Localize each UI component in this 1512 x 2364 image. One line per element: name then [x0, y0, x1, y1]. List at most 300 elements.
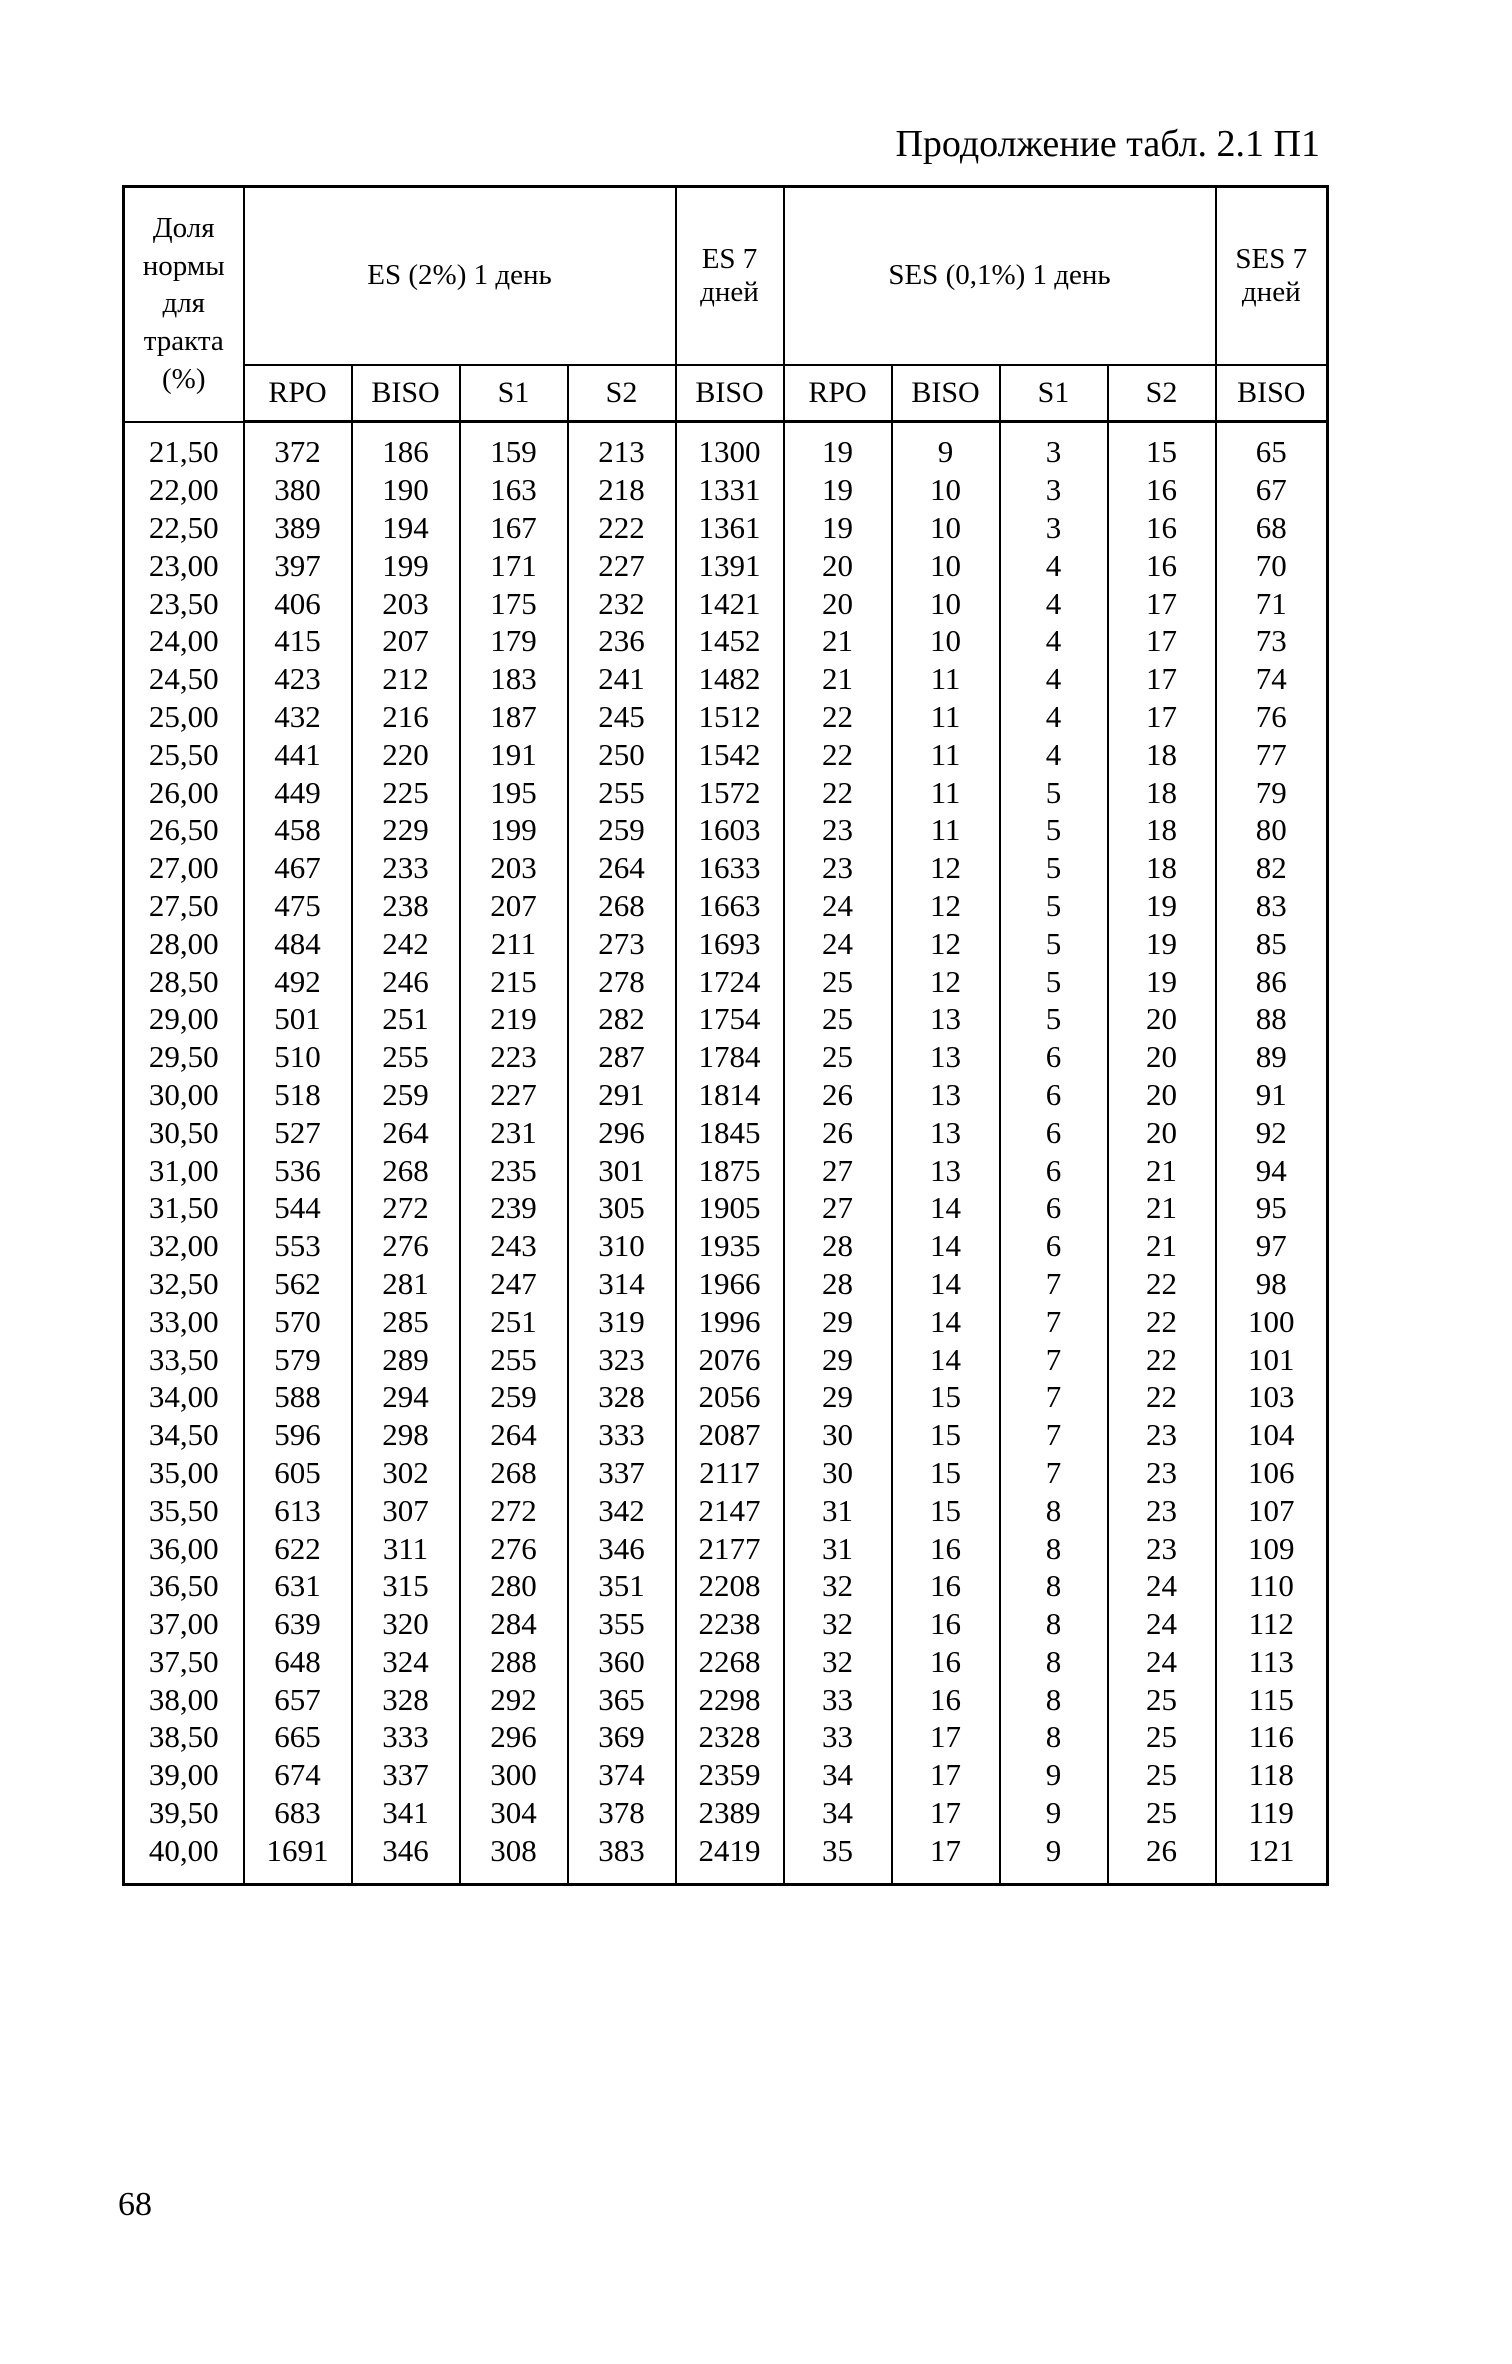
- table-cell: 255: [460, 1340, 568, 1378]
- table-cell: 2238: [676, 1605, 784, 1643]
- table-cell: 1452: [676, 622, 784, 660]
- table-cell: 264: [352, 1113, 460, 1151]
- table-cell: 4: [1000, 698, 1108, 736]
- row-share-cell: 28,00: [124, 924, 244, 962]
- table-cell: 22: [1108, 1340, 1216, 1378]
- row-share-cell: 36,50: [124, 1567, 244, 1605]
- table-cell: 2056: [676, 1378, 784, 1416]
- table-row: [124, 1718, 1328, 1756]
- table-cell: 1845: [676, 1113, 784, 1151]
- row-share-cell: 39,00: [124, 1756, 244, 1794]
- table-row: [124, 773, 1328, 811]
- table-cell: 23: [1108, 1529, 1216, 1567]
- table-cell: 32: [784, 1567, 892, 1605]
- table-cell: 109: [1216, 1529, 1328, 1567]
- table-cell: 76: [1216, 698, 1328, 736]
- table-cell: 639: [244, 1605, 352, 1643]
- table-cell: 16: [1108, 546, 1216, 584]
- table-cell: 229: [352, 811, 460, 849]
- table-cell: 22: [784, 698, 892, 736]
- table-cell: 415: [244, 622, 352, 660]
- table-cell: 6: [1000, 1227, 1108, 1265]
- row-share-cell: 26,00: [124, 773, 244, 811]
- table-cell: 118: [1216, 1756, 1328, 1794]
- table-cell: 20: [1108, 1000, 1216, 1038]
- table-cell: 1814: [676, 1076, 784, 1114]
- table-cell: 6: [1000, 1189, 1108, 1227]
- row-share-cell: 24,50: [124, 660, 244, 698]
- table-cell: 23: [1108, 1454, 1216, 1492]
- table-cell: 82: [1216, 849, 1328, 887]
- header-ses-7-days: SES 7 дней: [1216, 187, 1328, 366]
- table-cell: 304: [460, 1794, 568, 1832]
- table-cell: 98: [1216, 1265, 1328, 1303]
- table-cell: 12: [892, 887, 1000, 925]
- table-cell: 89: [1216, 1038, 1328, 1076]
- table-cell: 10: [892, 622, 1000, 660]
- row-share-cell: 28,50: [124, 962, 244, 1000]
- table-cell: 255: [352, 1038, 460, 1076]
- row-share-cell: 27,00: [124, 849, 244, 887]
- table-cell: 622: [244, 1529, 352, 1567]
- subheader-cell: RPO: [784, 365, 892, 422]
- header-es-7-days: ES 7 дней: [676, 187, 784, 366]
- table-cell: 328: [352, 1680, 460, 1718]
- table-row: [124, 1794, 1328, 1832]
- table-row: [124, 584, 1328, 622]
- table-cell: 236: [568, 622, 676, 660]
- table-cell: 9: [1000, 1831, 1108, 1884]
- table-cell: 227: [568, 546, 676, 584]
- table-cell: 288: [460, 1643, 568, 1681]
- table-row: [124, 1567, 1328, 1605]
- table-cell: 4: [1000, 546, 1108, 584]
- table-cell: 280: [460, 1567, 568, 1605]
- row-share-cell: 29,50: [124, 1038, 244, 1076]
- table-cell: 5: [1000, 1000, 1108, 1038]
- table-cell: 449: [244, 773, 352, 811]
- row-share-cell: 32,00: [124, 1227, 244, 1265]
- table-cell: 71: [1216, 584, 1328, 622]
- table-cell: 307: [352, 1491, 460, 1529]
- table-cell: 7: [1000, 1378, 1108, 1416]
- table-cell: 232: [568, 584, 676, 622]
- subheader-cell: BISO: [676, 365, 784, 422]
- table-row: [124, 1113, 1328, 1151]
- table-cell: 1663: [676, 887, 784, 925]
- table-cell: 273: [568, 924, 676, 962]
- table-row: [124, 698, 1328, 736]
- table-cell: 22: [784, 773, 892, 811]
- table-cell: 94: [1216, 1151, 1328, 1189]
- table-cell: 1724: [676, 962, 784, 1000]
- table-cell: 34: [784, 1794, 892, 1832]
- table-cell: 25: [784, 1038, 892, 1076]
- row-share-cell: 25,50: [124, 735, 244, 773]
- table-cell: 103: [1216, 1378, 1328, 1416]
- table-cell: 163: [460, 471, 568, 509]
- table-cell: 13: [892, 1076, 1000, 1114]
- table-cell: 378: [568, 1794, 676, 1832]
- table-cell: 179: [460, 622, 568, 660]
- table-cell: 9: [892, 422, 1000, 471]
- table-cell: 29: [784, 1302, 892, 1340]
- table-cell: 613: [244, 1491, 352, 1529]
- table-cell: 7: [1000, 1416, 1108, 1454]
- table-cell: 20: [1108, 1076, 1216, 1114]
- table-cell: 113: [1216, 1643, 1328, 1681]
- table-cell: 1691: [244, 1831, 352, 1884]
- table-cell: 18: [1108, 811, 1216, 849]
- row-share-cell: 29,00: [124, 1000, 244, 1038]
- table-cell: 186: [352, 422, 460, 471]
- table-cell: 264: [568, 849, 676, 887]
- table-cell: 2076: [676, 1340, 784, 1378]
- table-cell: 23: [784, 811, 892, 849]
- table-cell: 191: [460, 735, 568, 773]
- table-cell: 243: [460, 1227, 568, 1265]
- table-cell: 324: [352, 1643, 460, 1681]
- table-cell: 346: [352, 1831, 460, 1884]
- table-cell: 190: [352, 471, 460, 509]
- table-cell: 23: [784, 849, 892, 887]
- table-cell: 251: [352, 1000, 460, 1038]
- table-cell: 1482: [676, 660, 784, 698]
- table-row: [124, 1265, 1328, 1303]
- table-cell: 12: [892, 962, 1000, 1000]
- table-cell: 6: [1000, 1113, 1108, 1151]
- table-cell: 674: [244, 1756, 352, 1794]
- table-cell: 328: [568, 1378, 676, 1416]
- table-cell: 29: [784, 1340, 892, 1378]
- table-cell: 323: [568, 1340, 676, 1378]
- table-cell: 28: [784, 1227, 892, 1265]
- table-cell: 7: [1000, 1454, 1108, 1492]
- table-row: [124, 1680, 1328, 1718]
- table-cell: 215: [460, 962, 568, 1000]
- header-share-of-norm: Доля нормы для тракта (%): [124, 187, 244, 422]
- table-cell: 239: [460, 1189, 568, 1227]
- table-cell: 432: [244, 698, 352, 736]
- table-cell: 211: [460, 924, 568, 962]
- table-cell: 22: [1108, 1265, 1216, 1303]
- table-cell: 19: [1108, 924, 1216, 962]
- table-cell: 10: [892, 584, 1000, 622]
- row-share-cell: 35,50: [124, 1491, 244, 1529]
- table-row: [124, 546, 1328, 584]
- table-cell: 25: [784, 962, 892, 1000]
- header-ses-1-day: SES (0,1%) 1 день: [784, 187, 1216, 366]
- table-cell: 12: [892, 924, 1000, 962]
- table-cell: 14: [892, 1302, 1000, 1340]
- table-cell: 19: [1108, 962, 1216, 1000]
- table-cell: 7: [1000, 1340, 1108, 1378]
- table-cell: 510: [244, 1038, 352, 1076]
- table-cell: 1361: [676, 509, 784, 547]
- table-cell: 16: [1108, 509, 1216, 547]
- table-cell: 15: [892, 1454, 1000, 1492]
- subheader-cell: S1: [460, 365, 568, 422]
- table-cell: 536: [244, 1151, 352, 1189]
- table-cell: 3: [1000, 422, 1108, 471]
- table-cell: 26: [1108, 1831, 1216, 1884]
- table-cell: 8: [1000, 1680, 1108, 1718]
- table-cell: 22: [1108, 1378, 1216, 1416]
- table-row: [124, 735, 1328, 773]
- table-cell: 311: [352, 1529, 460, 1567]
- table-cell: 13: [892, 1113, 1000, 1151]
- table-cell: 4: [1000, 584, 1108, 622]
- table-cell: 10: [892, 509, 1000, 547]
- table-cell: 5: [1000, 811, 1108, 849]
- table-cell: 7: [1000, 1265, 1108, 1303]
- table-cell: 26: [784, 1076, 892, 1114]
- table-cell: 1512: [676, 698, 784, 736]
- table-cell: 21: [784, 622, 892, 660]
- table-cell: 1905: [676, 1189, 784, 1227]
- table-cell: 657: [244, 1680, 352, 1718]
- table-cell: 30: [784, 1454, 892, 1492]
- table-cell: 2359: [676, 1756, 784, 1794]
- table-row: [124, 1454, 1328, 1492]
- table-cell: 1331: [676, 471, 784, 509]
- table-cell: 11: [892, 811, 1000, 849]
- table-cell: 6: [1000, 1151, 1108, 1189]
- table-cell: 397: [244, 546, 352, 584]
- table-cell: 423: [244, 660, 352, 698]
- row-share-cell: 40,00: [124, 1831, 244, 1884]
- table-cell: 1966: [676, 1265, 784, 1303]
- table-cell: 2208: [676, 1567, 784, 1605]
- table-cell: 1391: [676, 546, 784, 584]
- subheader-cell: S2: [568, 365, 676, 422]
- table-cell: 68: [1216, 509, 1328, 547]
- table-cell: 276: [460, 1529, 568, 1567]
- table-cell: 2117: [676, 1454, 784, 1492]
- table-cell: 296: [568, 1113, 676, 1151]
- table-cell: 159: [460, 422, 568, 471]
- table-cell: 272: [352, 1189, 460, 1227]
- table-cell: 374: [568, 1756, 676, 1794]
- table-cell: 300: [460, 1756, 568, 1794]
- table-cell: 282: [568, 1000, 676, 1038]
- row-share-cell: 22,50: [124, 509, 244, 547]
- table-cell: 31: [784, 1529, 892, 1567]
- table-cell: 281: [352, 1265, 460, 1303]
- table-row: [124, 1227, 1328, 1265]
- table-row: [124, 471, 1328, 509]
- table-cell: 272: [460, 1491, 568, 1529]
- table-cell: 1542: [676, 735, 784, 773]
- table-row: [124, 1189, 1328, 1227]
- table-cell: 383: [568, 1831, 676, 1884]
- row-share-cell: 22,00: [124, 471, 244, 509]
- table-cell: 95: [1216, 1189, 1328, 1227]
- table-cell: 30: [784, 1416, 892, 1454]
- table-cell: 194: [352, 509, 460, 547]
- table-cell: 1754: [676, 1000, 784, 1038]
- table-cell: 22: [1108, 1302, 1216, 1340]
- table-cell: 25: [784, 1000, 892, 1038]
- table-cell: 310: [568, 1227, 676, 1265]
- table-cell: 8: [1000, 1643, 1108, 1681]
- header-row-subcolumns: [124, 365, 1328, 422]
- table-cell: 8: [1000, 1605, 1108, 1643]
- table-cell: 19: [1108, 887, 1216, 925]
- table-cell: 14: [892, 1189, 1000, 1227]
- table-cell: 406: [244, 584, 352, 622]
- table-cell: 195: [460, 773, 568, 811]
- table-cell: 31: [784, 1491, 892, 1529]
- table-cell: 518: [244, 1076, 352, 1114]
- table-cell: 467: [244, 849, 352, 887]
- table-cell: 8: [1000, 1567, 1108, 1605]
- table-cell: 20: [1108, 1113, 1216, 1151]
- table-cell: 351: [568, 1567, 676, 1605]
- table-cell: 8: [1000, 1718, 1108, 1756]
- table-cell: 475: [244, 887, 352, 925]
- table-cell: 365: [568, 1680, 676, 1718]
- table-cell: 18: [1108, 773, 1216, 811]
- table-cell: 80: [1216, 811, 1328, 849]
- table-cell: 570: [244, 1302, 352, 1340]
- table-cell: 216: [352, 698, 460, 736]
- table-cell: 16: [892, 1605, 1000, 1643]
- table-cell: 112: [1216, 1605, 1328, 1643]
- subheader-cell: BISO: [892, 365, 1000, 422]
- table-row: [124, 1643, 1328, 1681]
- table-cell: 28: [784, 1265, 892, 1303]
- table-cell: 17: [1108, 584, 1216, 622]
- table-cell: 11: [892, 660, 1000, 698]
- table-cell: 372: [244, 422, 352, 471]
- table-cell: 1875: [676, 1151, 784, 1189]
- table-cell: 67: [1216, 471, 1328, 509]
- subheader-cell: BISO: [1216, 365, 1328, 422]
- table-cell: 648: [244, 1643, 352, 1681]
- table-cell: 1421: [676, 584, 784, 622]
- subheader-cell: BISO: [352, 365, 460, 422]
- row-share-cell: 33,00: [124, 1302, 244, 1340]
- row-share-cell: 21,50: [124, 422, 244, 471]
- table-cell: 20: [1108, 1038, 1216, 1076]
- table-cell: 225: [352, 773, 460, 811]
- table-cell: 268: [568, 887, 676, 925]
- table-cell: 631: [244, 1567, 352, 1605]
- table-cell: 33: [784, 1718, 892, 1756]
- table-cell: 33: [784, 1680, 892, 1718]
- row-share-cell: 27,50: [124, 887, 244, 925]
- table-cell: 17: [1108, 698, 1216, 736]
- table-cell: 308: [460, 1831, 568, 1884]
- table-cell: 7: [1000, 1302, 1108, 1340]
- table-cell: 219: [460, 1000, 568, 1038]
- table-cell: 1633: [676, 849, 784, 887]
- table-cell: 24: [1108, 1643, 1216, 1681]
- table-cell: 27: [784, 1151, 892, 1189]
- table-cell: 18: [1108, 849, 1216, 887]
- table-row: [124, 1831, 1328, 1884]
- table-cell: 227: [460, 1076, 568, 1114]
- table-cell: 2328: [676, 1718, 784, 1756]
- table-cell: 17: [892, 1831, 1000, 1884]
- table-cell: 10: [892, 546, 1000, 584]
- table-cell: 380: [244, 471, 352, 509]
- table-body: [124, 422, 1328, 1885]
- table-cell: 21: [784, 660, 892, 698]
- table-cell: 16: [1108, 471, 1216, 509]
- table-cell: 11: [892, 698, 1000, 736]
- table-cell: 25: [1108, 1756, 1216, 1794]
- table-cell: 314: [568, 1265, 676, 1303]
- table-cell: 119: [1216, 1794, 1328, 1832]
- table-cell: 278: [568, 962, 676, 1000]
- table-cell: 14: [892, 1227, 1000, 1265]
- table-cell: 77: [1216, 735, 1328, 773]
- table-cell: 13: [892, 1151, 1000, 1189]
- table-row: [124, 1302, 1328, 1340]
- table-row: [124, 924, 1328, 962]
- table-cell: 241: [568, 660, 676, 698]
- table-cell: 199: [460, 811, 568, 849]
- row-share-cell: 31,50: [124, 1189, 244, 1227]
- table-cell: 175: [460, 584, 568, 622]
- table-cell: 32: [784, 1643, 892, 1681]
- table-cell: 25: [1108, 1680, 1216, 1718]
- table-cell: 492: [244, 962, 352, 1000]
- subheader-cell: RPO: [244, 365, 352, 422]
- table-cell: 24: [784, 924, 892, 962]
- table-cell: 294: [352, 1378, 460, 1416]
- table-cell: 10: [892, 471, 1000, 509]
- table-cell: 86: [1216, 962, 1328, 1000]
- table-row: [124, 1340, 1328, 1378]
- row-share-cell: 38,50: [124, 1718, 244, 1756]
- table-cell: 29: [784, 1378, 892, 1416]
- table-cell: 16: [892, 1643, 1000, 1681]
- table-cell: 5: [1000, 773, 1108, 811]
- table-cell: 683: [244, 1794, 352, 1832]
- table-cell: 4: [1000, 735, 1108, 773]
- row-share-cell: 34,50: [124, 1416, 244, 1454]
- table-cell: 238: [352, 887, 460, 925]
- table-cell: 1603: [676, 811, 784, 849]
- table-cell: 579: [244, 1340, 352, 1378]
- table-cell: 65: [1216, 422, 1328, 471]
- subheader-cell: S1: [1000, 365, 1108, 422]
- table-cell: 8: [1000, 1491, 1108, 1529]
- row-share-cell: 26,50: [124, 811, 244, 849]
- table-cell: 17: [892, 1756, 1000, 1794]
- table-cell: 92: [1216, 1113, 1328, 1151]
- table-cell: 342: [568, 1491, 676, 1529]
- table-cell: 17: [892, 1794, 1000, 1832]
- table-cell: 19: [784, 509, 892, 547]
- table-cell: 355: [568, 1605, 676, 1643]
- table-row: [124, 1605, 1328, 1643]
- table-cell: 527: [244, 1113, 352, 1151]
- table-cell: 14: [892, 1340, 1000, 1378]
- table-cell: 268: [460, 1454, 568, 1492]
- table-cell: 187: [460, 698, 568, 736]
- data-table: [122, 185, 1329, 1886]
- table-cell: 15: [1108, 422, 1216, 471]
- table-row: [124, 660, 1328, 698]
- table-cell: 301: [568, 1151, 676, 1189]
- table-cell: 242: [352, 924, 460, 962]
- table-cell: 333: [568, 1416, 676, 1454]
- table-cell: 389: [244, 509, 352, 547]
